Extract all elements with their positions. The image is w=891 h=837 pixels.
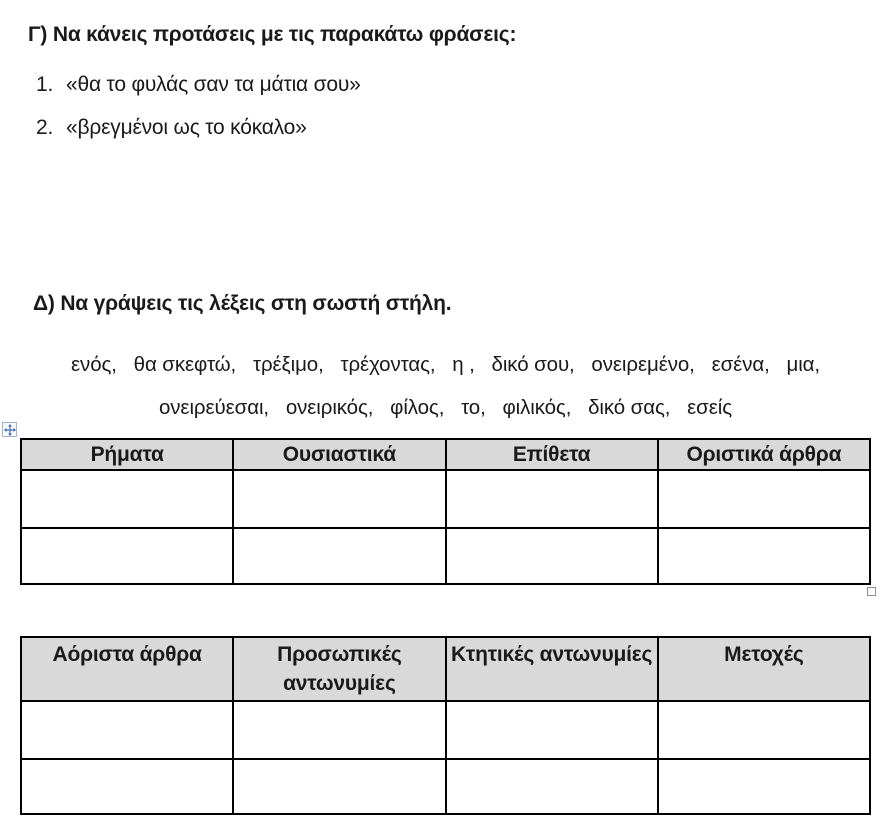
table1-cell-adjectives-2[interactable]: [446, 528, 658, 584]
table-resize-handle[interactable]: [867, 587, 876, 596]
table1-cell-nouns-2[interactable]: [233, 528, 445, 584]
table1-row-1: [21, 470, 870, 528]
word-bank-line-2: ονειρεύεσαι, ονειρικός, φίλος, το, φιλικός, δικό σας, εσείς: [158, 396, 732, 419]
table2-row-1: [21, 701, 870, 759]
table1-header-row: [21, 439, 870, 470]
table2-cell-possessive-pronouns-2[interactable]: [446, 759, 658, 814]
list-item-2-text: «βρεγμένοι ως το κόκαλο»: [66, 116, 307, 139]
list-item-1-number: 1.: [36, 73, 54, 96]
table2-cell-possessive-pronouns-1[interactable]: [446, 701, 658, 759]
classification-table-2: [20, 636, 871, 815]
list-item-2-number: 2.: [36, 116, 54, 139]
table2-header-possessive-pronouns: Κτητικές αντωνυμίες: [446, 637, 658, 701]
table1-header-verbs: Ρήματα: [21, 439, 233, 470]
table1-cell-adjectives-1[interactable]: [446, 470, 658, 528]
table1-cell-nouns-1[interactable]: [233, 470, 445, 528]
table2-cell-personal-pronouns-1[interactable]: [233, 701, 445, 759]
table2-row-2: [21, 759, 870, 814]
table2-header-indefinite-articles: Αόριστα άρθρα: [21, 637, 233, 701]
table1-cell-verbs-1[interactable]: [21, 470, 233, 528]
move-arrows-icon: [4, 424, 16, 436]
table2-cell-indefinite-articles-1[interactable]: [21, 701, 233, 759]
table-move-handle[interactable]: [2, 422, 17, 437]
list-item-1: [36, 73, 361, 97]
section-c-heading: Γ) Να κάνεις προτάσεις με τις παρακάτω φράσεις:: [28, 23, 517, 46]
list-item-2: [36, 116, 307, 140]
table1-cell-verbs-2[interactable]: [21, 528, 233, 584]
table2-cell-personal-pronouns-2[interactable]: [233, 759, 445, 814]
classification-table-1: [20, 438, 871, 585]
table1-header-definite-articles: Οριστικά άρθρα: [658, 439, 870, 470]
table2-header-personal-pronouns: Προσωπικές αντωνυμίες: [233, 637, 445, 701]
table1-cell-definite-articles-2[interactable]: [658, 528, 870, 584]
table1-cell-definite-articles-1[interactable]: [658, 470, 870, 528]
table1-header-nouns: Ουσιαστικά: [233, 439, 445, 470]
table1-header-adjectives: Επίθετα: [446, 439, 658, 470]
table2-header-participles: Μετοχές: [658, 637, 870, 701]
table2-cell-indefinite-articles-2[interactable]: [21, 759, 233, 814]
list-item-1-text: «θα το φυλάς σαν τα μάτια σου»: [66, 73, 361, 96]
word-bank-line-1: ενός, θα σκεφτώ, τρέξιμο, τρέχοντας, η , δικό σου, ονειρεμένο, εσένα, μια,: [71, 353, 820, 376]
table2-cell-participles-2[interactable]: [658, 759, 870, 814]
table2-header-row: [21, 637, 870, 701]
section-d-heading: Δ) Να γράψεις τις λέξεις στη σωστή στήλη.: [33, 292, 452, 315]
table1-row-2: [21, 528, 870, 584]
table2-cell-participles-1[interactable]: [658, 701, 870, 759]
